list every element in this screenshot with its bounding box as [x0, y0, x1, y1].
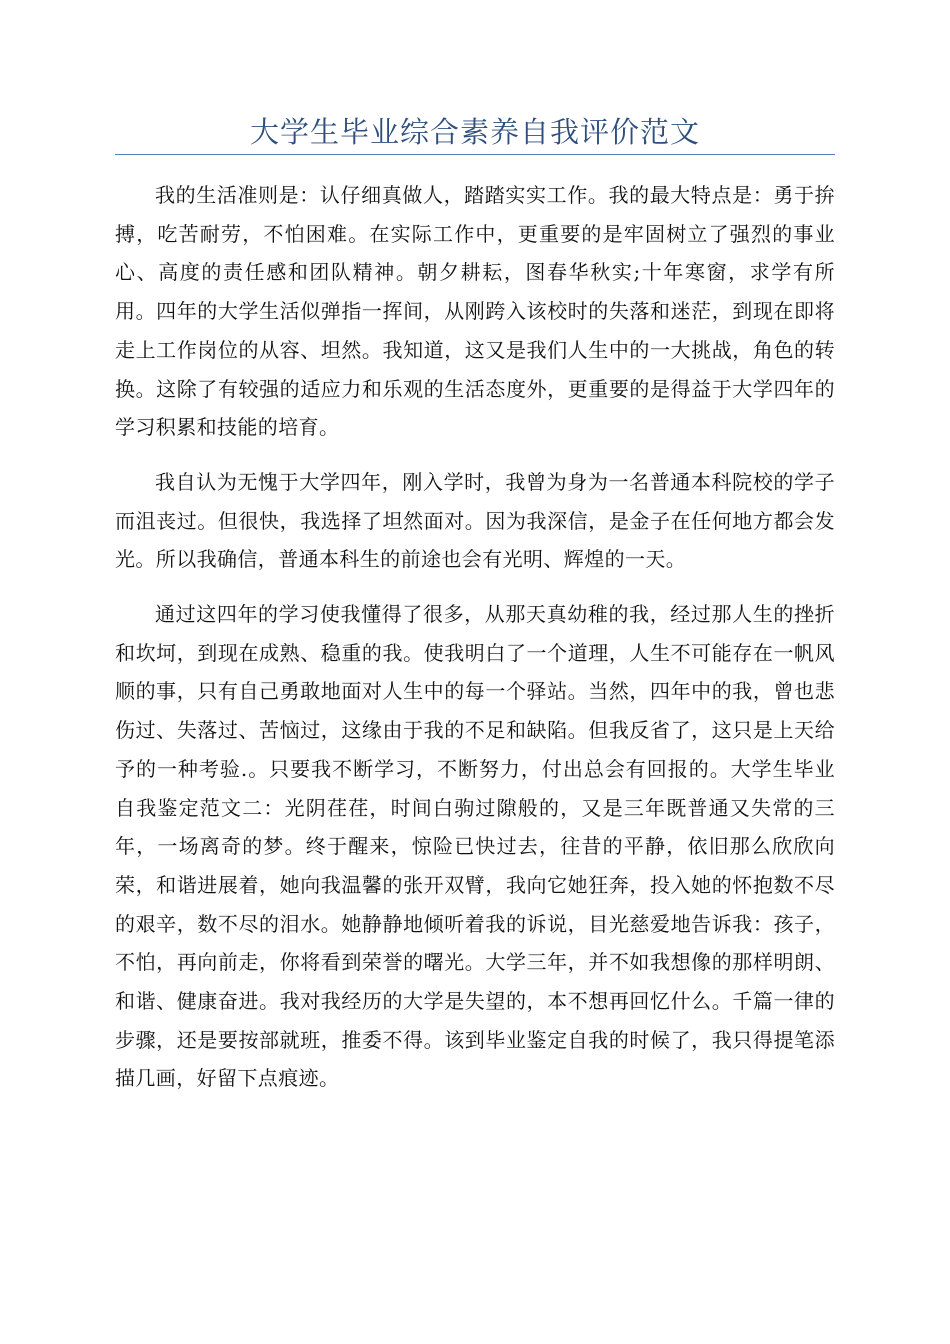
paragraph-3: 通过这四年的学习使我懂得了很多，从那天真幼稚的我，经过那人生的挫折和坎坷，到现在成熟、稳重的我。使我明白了一个道理，人生不可能存在一帆风顺的事，只有自己勇敢地面对人生中的每一个驿站。当然，四年中的我，曾也悲伤过、失落过、苦恼过，这缘由于我的不足和缺陷。但我反省了，这只是上天给予的一种考验.。只要我不断学习，不断努力，付出总会有回报的。大学生毕业自我鉴定范文二：光阴荏荏，时间白驹过隙般的，又是三年既普通又失常的三年，一场离奇的梦。终于醒来，惊险已快过去，往昔的平静，依旧那么欣欣向荣，和谐进展着，她向我温馨的张开双臂，我向它她狂奔，投入她的怀抱数不尽的艰辛，数不尽的泪水。她静静地倾听着我的诉说，目光慈爱地告诉我：孩子，不怕，再向前走，你将看到荣誉的曙光。大学三年，并不如我想像的那样明朗、和谐、健康奋进。我对我经历的大学是失望的，本不想再回忆什么。千篇一律的步骤，还是要按部就班，推委不得。该到毕业鉴定自我的时候了，我只得提笔添描几画，好留下点痕迹。: [115, 602, 835, 1091]
title-underline: [115, 154, 835, 155]
document-title: 大学生毕业综合素养自我评价范文: [249, 115, 700, 149]
document-body: [115, 176, 835, 1114]
paragraph-1: 我的生活准则是：认仔细真做人，踏踏实实工作。我的最大特点是：勇于拚搏，吃苦耐劳，不怕困难。在实际工作中，更重要的是牢固树立了强烈的事业心、高度的责任感和团队精神。朝夕耕耘，图春华秋实;十年寒窗，求学有所用。四年的大学生活似弹指一挥间，从刚跨入该校时的失落和迷茫，到现在即将走上工作岗位的从容、坦然。我知道，这又是我们人生中的一大挑战，角色的转换。这除了有较强的适应力和乐观的生活态度外，更重要的是得益于大学四年的学习积累和技能的培育。: [115, 183, 835, 440]
paragraph-2: 我自认为无愧于大学四年，刚入学时，我曾为身为一名普通本科院校的学子而沮丧过。但很快，我选择了坦然面对。因为我深信，是金子在任何地方都会发光。所以我确信，普通本科生的前途也会有光明、辉煌的一天。: [115, 469, 835, 572]
